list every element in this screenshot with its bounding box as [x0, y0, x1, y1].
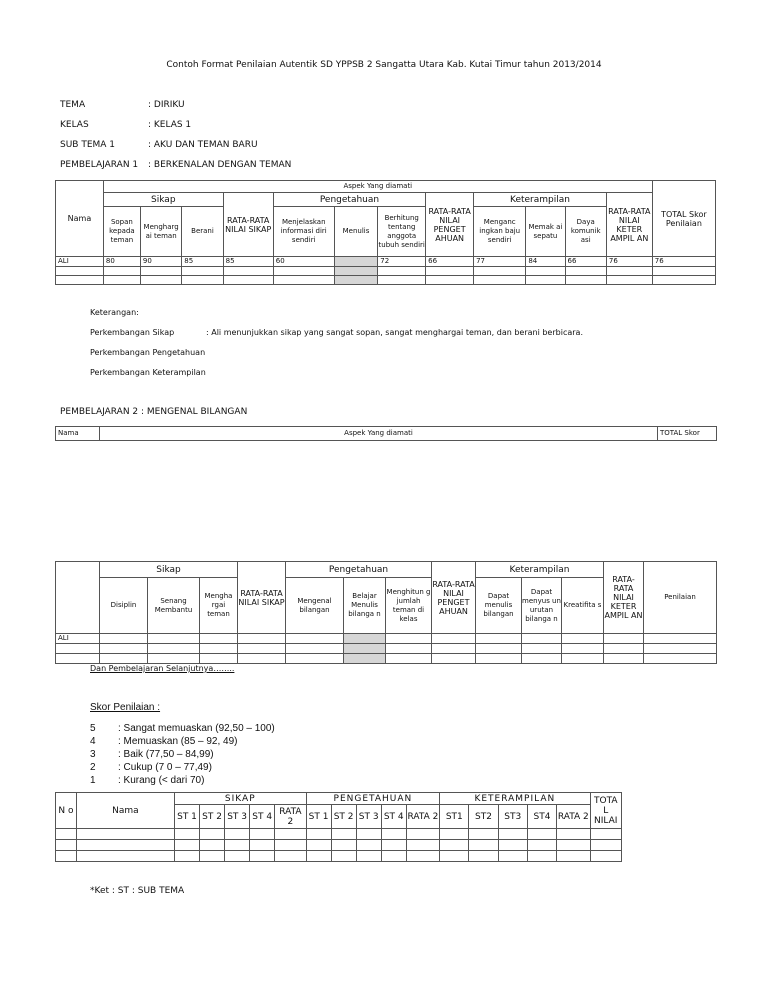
- info-value-pembelajaran: : BERKENALAN DENGAN TEMAN: [148, 160, 292, 170]
- table-row: [56, 634, 717, 644]
- keterangan-title: Keterangan:: [90, 308, 139, 317]
- cell: 80: [103, 257, 140, 267]
- col-memakai-sepatu: Memak ai sepatu: [526, 207, 565, 257]
- cell: 60: [273, 257, 334, 267]
- skor-number: 2: [90, 762, 96, 773]
- header-pengetahuan: Pengetahuan: [273, 193, 425, 207]
- info-label-subtema: SUB TEMA 1: [60, 140, 116, 150]
- cell: 77: [474, 257, 526, 267]
- col-sopan: Sopan kepada teman: [103, 207, 140, 257]
- assessment-table-1: [55, 180, 716, 285]
- col-dapat-menulis: Dapat menulis bilangan: [476, 578, 522, 634]
- col-peng-st3: ST 3: [356, 805, 381, 829]
- assessment-table-3: [55, 561, 717, 664]
- header-keterampilan: Keterampilan: [474, 193, 607, 207]
- header-aspek: Aspek Yang diamati: [100, 427, 658, 441]
- cell: 90: [140, 257, 181, 267]
- header-pengetahuan: PENGETAHUAN: [306, 793, 440, 805]
- cell: 72: [378, 257, 426, 267]
- col-peng-st1: ST 1: [306, 805, 331, 829]
- col-komunikasi: Daya komunik asi: [565, 207, 606, 257]
- header-sikap: Sikap: [103, 193, 223, 207]
- recap-table: [55, 792, 622, 862]
- header-keterampilan: KETERAMPILAN: [440, 793, 590, 805]
- perkembangan-sikap-text: : Ali menunjukkan sikap yang sangat sopan, sangat menghargai teman, dan berani berbicara.: [206, 328, 583, 337]
- info-value-kelas: : KELAS 1: [148, 120, 192, 130]
- footnote: *Ket : ST : SUB TEMA: [90, 886, 185, 896]
- col-sikap-rata: RATA 2: [275, 805, 306, 829]
- skor-title: Skor Penilaian :: [90, 702, 161, 713]
- header-rata-keterampilan: RATA-RATA NILAI KETER AMPIL AN: [606, 193, 652, 257]
- skor-number: 4: [90, 736, 96, 747]
- table-row: [56, 267, 716, 276]
- cell: 76: [652, 257, 715, 267]
- col-menghitung: Menghitun g jumlah teman di kelas: [386, 578, 432, 634]
- table-row: [56, 829, 622, 840]
- header-aspek: Aspek Yang diamati: [103, 181, 652, 193]
- skor-number: 3: [90, 749, 96, 760]
- info-value-tema: : DIRIKU: [148, 100, 185, 110]
- col-ket-st4: ST4: [527, 805, 556, 829]
- table-row: [56, 654, 717, 664]
- col-mengancingkan: Menganc ingkan baju sendiri: [474, 207, 526, 257]
- cell: 85: [182, 257, 223, 267]
- col-belajar-menulis: Belajar Menulis bilanga n: [344, 578, 386, 634]
- skor-desc: : Sangat memuaskan (92,50 – 100): [118, 723, 275, 734]
- col-berani: Berani: [182, 207, 223, 257]
- col-ket-rata: RATA 2: [557, 805, 590, 829]
- col-peng-rata: RATA 2: [406, 805, 439, 829]
- table-row: [56, 840, 622, 851]
- col-menghargai: Mengha rgai teman: [200, 578, 238, 634]
- cell: 66: [426, 257, 474, 267]
- page-title: Contoh Format Penilaian Autentik SD YPPSB 2 Sangatta Utara Kab. Kutai Timur tahun 2013/2014: [166, 60, 602, 70]
- col-sikap-st3: ST 3: [225, 805, 250, 829]
- table-row: [56, 851, 622, 862]
- cell: 76: [606, 257, 652, 267]
- header-nama: Nama: [76, 793, 174, 829]
- perkembangan-sikap-label: Perkembangan Sikap: [90, 328, 175, 337]
- info-value-subtema: : AKU DAN TEMAN BARU: [148, 140, 258, 150]
- col-menjelaskan: Menjelaskan informasi diri sendiri: [273, 207, 334, 257]
- header-rata-keterampilan: RATA-RATA NILAI KETER AMPIL AN: [604, 562, 644, 634]
- col-sikap-st2: ST 2: [200, 805, 225, 829]
- header-rata-sikap: RATA-RATA NILAI SIKAP: [223, 193, 273, 257]
- col-sikap-st1: ST 1: [175, 805, 200, 829]
- header-total-nilai: TOTA L NILAI: [590, 793, 621, 829]
- cell-name: ALI: [56, 257, 104, 267]
- table-row: [56, 276, 716, 285]
- header-keterampilan: Keterampilan: [476, 562, 604, 578]
- col-ket-st3: ST3: [498, 805, 527, 829]
- col-dapat-menyusun: Dapat menyus un urutan bilanga n: [522, 578, 562, 634]
- skor-desc: : Kurang (< dari 70): [118, 775, 205, 786]
- header-sikap: Sikap: [100, 562, 238, 578]
- cell-name: ALI: [56, 634, 100, 644]
- info-label-tema: TEMA: [60, 100, 86, 110]
- col-ket-st1: ST1: [440, 805, 469, 829]
- assessment-table-2: [55, 426, 717, 441]
- lanjut-note: Dan Pembelajaran Selanjutnya……..: [90, 664, 235, 673]
- info-label-kelas: KELAS: [60, 120, 89, 130]
- col-senang-membantu: Senang Membantu: [148, 578, 200, 634]
- col-peng-st4: ST 4: [381, 805, 406, 829]
- col-disiplin: Disiplin: [100, 578, 148, 634]
- skor-desc: : Memuaskan (85 – 92, 49): [118, 736, 238, 747]
- pembelajaran-2-heading: PEMBELAJARAN 2 : MENGENAL BILANGAN: [60, 407, 248, 417]
- header-rata-pengetahuan: RATA-RATA NILAI PENGET AHUAN: [426, 193, 474, 257]
- info-label-pembelajaran: PEMBELAJARAN 1: [60, 160, 139, 170]
- skor-desc: : Cukup (7 0 – 77,49): [118, 762, 212, 773]
- table-row: [56, 257, 716, 267]
- cell: 66: [565, 257, 606, 267]
- col-kreatifitas: Kreatifita s: [562, 578, 604, 634]
- header-total: TOTAL Skor: [658, 427, 717, 441]
- skor-number: 1: [90, 775, 96, 786]
- perkembangan-pengetahuan-label: Perkembangan Pengetahuan: [90, 348, 206, 357]
- header-pengetahuan: Pengetahuan: [286, 562, 432, 578]
- col-menulis: Menulis: [334, 207, 378, 257]
- cell: [334, 257, 378, 267]
- header-no: N o: [56, 793, 77, 829]
- perkembangan-keterampilan-label: Perkembangan Keterampilan: [90, 368, 206, 377]
- col-sikap-st4: ST 4: [250, 805, 275, 829]
- header-penilaian: Penilaian: [644, 562, 717, 634]
- col-mengenal-bilangan: Mengenal bilangan: [286, 578, 344, 634]
- header-nama: Nama: [56, 427, 100, 441]
- col-menghargai: Mengharg ai teman: [140, 207, 181, 257]
- col-berhitung: Berhitung tentang anggota tubuh sendiri: [378, 207, 426, 257]
- header-rata-sikap: RATA-RATA NILAI SIKAP: [238, 562, 286, 634]
- col-peng-st2: ST 2: [331, 805, 356, 829]
- col-ket-st2: ST2: [469, 805, 498, 829]
- cell: 85: [223, 257, 273, 267]
- skor-number: 5: [90, 723, 96, 734]
- header-sikap: SIKAP: [175, 793, 307, 805]
- header-nama: Nama: [56, 181, 104, 257]
- skor-desc: : Baik (77,50 – 84,99): [118, 749, 214, 760]
- header-rata-pengetahuan: RATA-RATA NILAI PENGET AHUAN: [432, 562, 476, 634]
- cell: 84: [526, 257, 565, 267]
- header-total: TOTAL Skor Penilaian: [652, 181, 715, 257]
- table-row: [56, 644, 717, 654]
